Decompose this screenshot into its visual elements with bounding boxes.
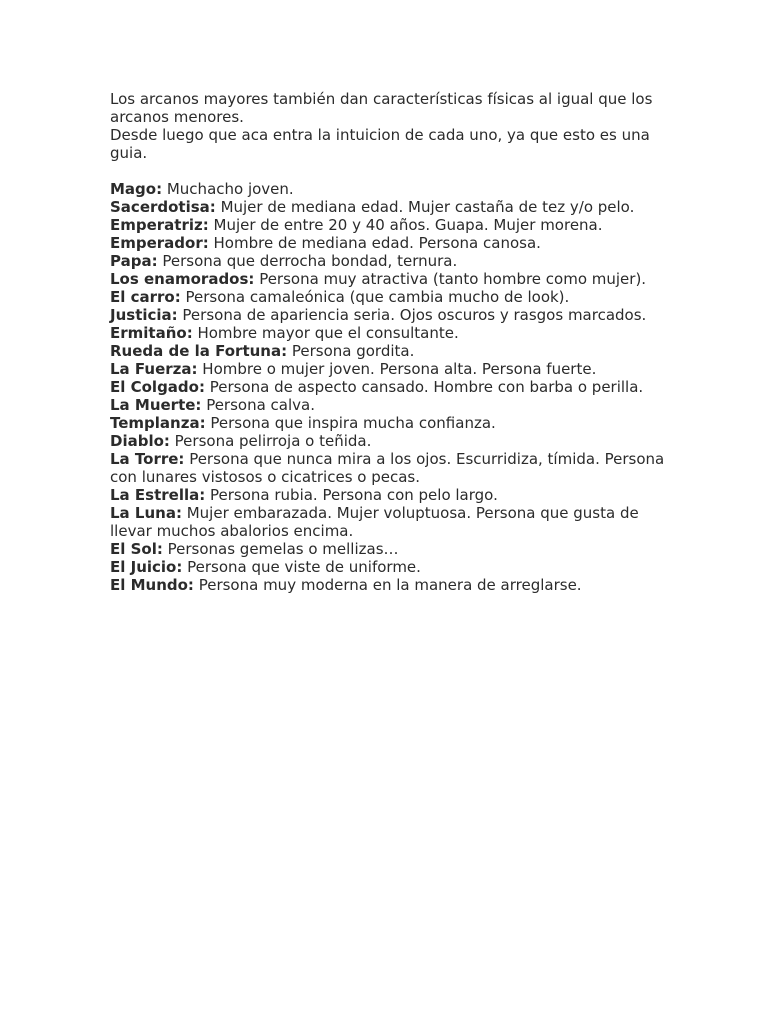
arcana-entry <box>110 378 670 396</box>
arcana-entry <box>110 432 670 450</box>
arcana-list <box>110 180 670 594</box>
intro-paragraph: Desde luego que aca entra la intuicion de cada uno, ya que esto es una guia. <box>110 126 650 162</box>
arcana-entry <box>110 558 670 576</box>
arcana-entry <box>110 360 670 378</box>
arcana-entry <box>110 540 670 558</box>
arcana-name: Sacerdotisa: <box>110 198 216 216</box>
arcana-description: Persona pelirroja o teñida. <box>169 432 372 450</box>
arcana-name: Ermitaño: <box>110 324 193 342</box>
arcana-description: Mujer de mediana edad. Mujer castaña de tez y/o pelo. <box>215 198 635 216</box>
arcana-entry <box>110 180 670 198</box>
arcana-name: El Colgado: <box>110 378 205 396</box>
document-page <box>110 90 670 594</box>
arcana-name: La Luna: <box>110 504 182 522</box>
arcana-name: Templanza: <box>110 414 206 432</box>
arcana-description: Mujer de entre 20 y 40 años. Guapa. Mujer morena. <box>208 216 603 234</box>
arcana-description: Muchacho joven. <box>162 180 294 198</box>
arcana-description: Personas gemelas o mellizas… <box>162 540 399 558</box>
intro-text <box>110 90 670 162</box>
arcana-name: Rueda de la Fortuna: <box>110 342 288 360</box>
arcana-description: Persona que inspira mucha confianza. <box>205 414 496 432</box>
arcana-description: Persona que viste de uniforme. <box>182 558 421 576</box>
arcana-name: Emperatriz: <box>110 216 209 234</box>
arcana-entry <box>110 216 670 234</box>
arcana-entry <box>110 504 670 540</box>
arcana-entry <box>110 486 670 504</box>
arcana-name: Mago: <box>110 180 163 198</box>
arcana-description: Persona que derrocha bondad, ternura. <box>157 252 458 270</box>
arcana-entry <box>110 198 670 216</box>
arcana-name: El Mundo: <box>110 576 194 594</box>
arcana-name: La Torre: <box>110 450 185 468</box>
arcana-description: Persona que nunca mira a los ojos. Escurridiza, tímida. Persona con lunares vistosos o cicatrices o pecas. <box>110 450 665 486</box>
arcana-entry <box>110 252 670 270</box>
arcana-description: Hombre mayor que el consultante. <box>192 324 459 342</box>
arcana-entry <box>110 342 670 360</box>
arcana-description: Hombre de mediana edad. Persona canosa. <box>208 234 541 252</box>
arcana-description: Persona calva. <box>201 396 315 414</box>
arcana-entry <box>110 450 670 486</box>
arcana-description: Persona muy atractiva (tanto hombre como mujer). <box>254 270 647 288</box>
arcana-name: Diablo: <box>110 432 170 450</box>
arcana-name: La Fuerza: <box>110 360 198 378</box>
arcana-description: Persona camaleónica (que cambia mucho de look). <box>180 288 570 306</box>
arcana-entry <box>110 288 670 306</box>
arcana-name: La Estrella: <box>110 486 206 504</box>
arcana-name: El carro: <box>110 288 181 306</box>
arcana-name: Los enamorados: <box>110 270 255 288</box>
arcana-description: Hombre o mujer joven. Persona alta. Persona fuerte. <box>197 360 597 378</box>
arcana-entry <box>110 414 670 432</box>
arcana-name: Emperador: <box>110 234 209 252</box>
arcana-description: Persona gordita. <box>287 342 415 360</box>
arcana-description: Mujer embarazada. Mujer voluptuosa. Persona que gusta de llevar muchos abalorios encima. <box>110 504 639 540</box>
arcana-entry <box>110 324 670 342</box>
arcana-name: El Sol: <box>110 540 163 558</box>
arcana-name: La Muerte: <box>110 396 202 414</box>
intro-paragraph: Los arcanos mayores también dan características físicas al igual que los arcanos menores. <box>110 90 653 126</box>
arcana-entry <box>110 396 670 414</box>
arcana-entry <box>110 234 670 252</box>
arcana-entry <box>110 576 670 594</box>
arcana-name: El Juicio: <box>110 558 183 576</box>
arcana-description: Persona rubia. Persona con pelo largo. <box>205 486 498 504</box>
arcana-name: Justicia: <box>110 306 178 324</box>
arcana-name: Papa: <box>110 252 158 270</box>
arcana-entry <box>110 306 670 324</box>
arcana-entry <box>110 270 670 288</box>
arcana-description: Persona de apariencia seria. Ojos oscuros y rasgos marcados. <box>177 306 647 324</box>
arcana-description: Persona de aspecto cansado. Hombre con barba o perilla. <box>204 378 644 396</box>
arcana-description: Persona muy moderna en la manera de arreglarse. <box>193 576 582 594</box>
